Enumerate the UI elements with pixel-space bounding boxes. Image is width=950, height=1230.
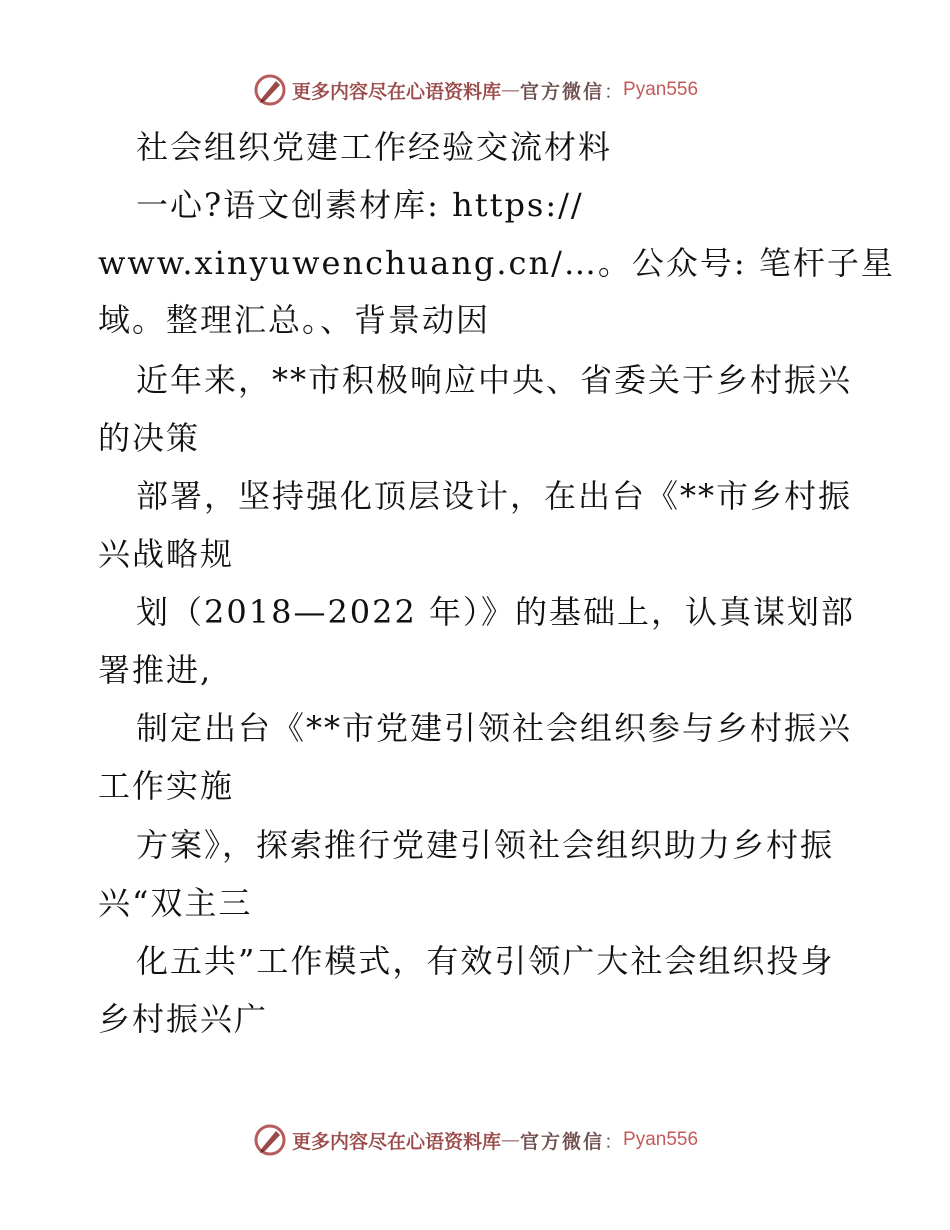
doc-title: 社会组织党建工作经验交流材料 [136, 128, 613, 166]
doc-line: 方案》，探索推行党建引领社会组织助力乡村振 [136, 826, 835, 864]
doc-line: 署推进, [98, 651, 213, 689]
doc-line: 工作实施 [98, 767, 235, 805]
doc-line: 一心?语文创素材库: https:// [136, 186, 584, 224]
banner-colon: ： [604, 80, 624, 103]
footer-banner [0, 1120, 950, 1160]
doc-line: www.xinyuwenchuang.cn/…。公众号: 笔杆子星 [98, 244, 895, 282]
doc-line: 制定出台《**市党建引领社会组织参与乡村振兴 [136, 709, 853, 747]
doc-line: 兴“双主三 [98, 884, 253, 922]
banner-brand-text: 更多内容尽在心语资料库 [291, 1130, 501, 1153]
banner-colon: ： [604, 1130, 624, 1153]
doc-line: 兴战略规 [98, 535, 235, 573]
banner-wechat-label: 官方微信 [519, 1130, 604, 1153]
banner-brand-text: 更多内容尽在心语资料库 [291, 80, 501, 103]
doc-line: 部署，坚持强化顶层设计，在出台《**市乡村振 [136, 477, 853, 515]
pen-nib-circle-icon [252, 1122, 288, 1158]
header-banner [0, 70, 950, 110]
banner-dash: — [500, 1129, 520, 1151]
banner-wechat-id: Pyan556 [623, 1129, 699, 1150]
doc-line: 乡村振兴广 [98, 1000, 269, 1038]
doc-line: 化五共”工作模式，有效引领广大社会组织投身 [136, 942, 835, 980]
pen-nib-circle-icon [252, 72, 288, 108]
doc-line: 划（2018—2022 年）》的基础上，认真谋划部 [136, 593, 856, 631]
doc-line: 的决策 [98, 419, 201, 457]
doc-line: 近年来，**市积极响应中央、省委关于乡村振兴 [136, 361, 853, 399]
banner-wechat-label: 官方微信 [519, 80, 604, 103]
banner-wechat-id: Pyan556 [623, 79, 699, 100]
banner-dash: — [500, 79, 520, 101]
doc-line: 域。整理汇总。、背景动因 [98, 301, 491, 339]
